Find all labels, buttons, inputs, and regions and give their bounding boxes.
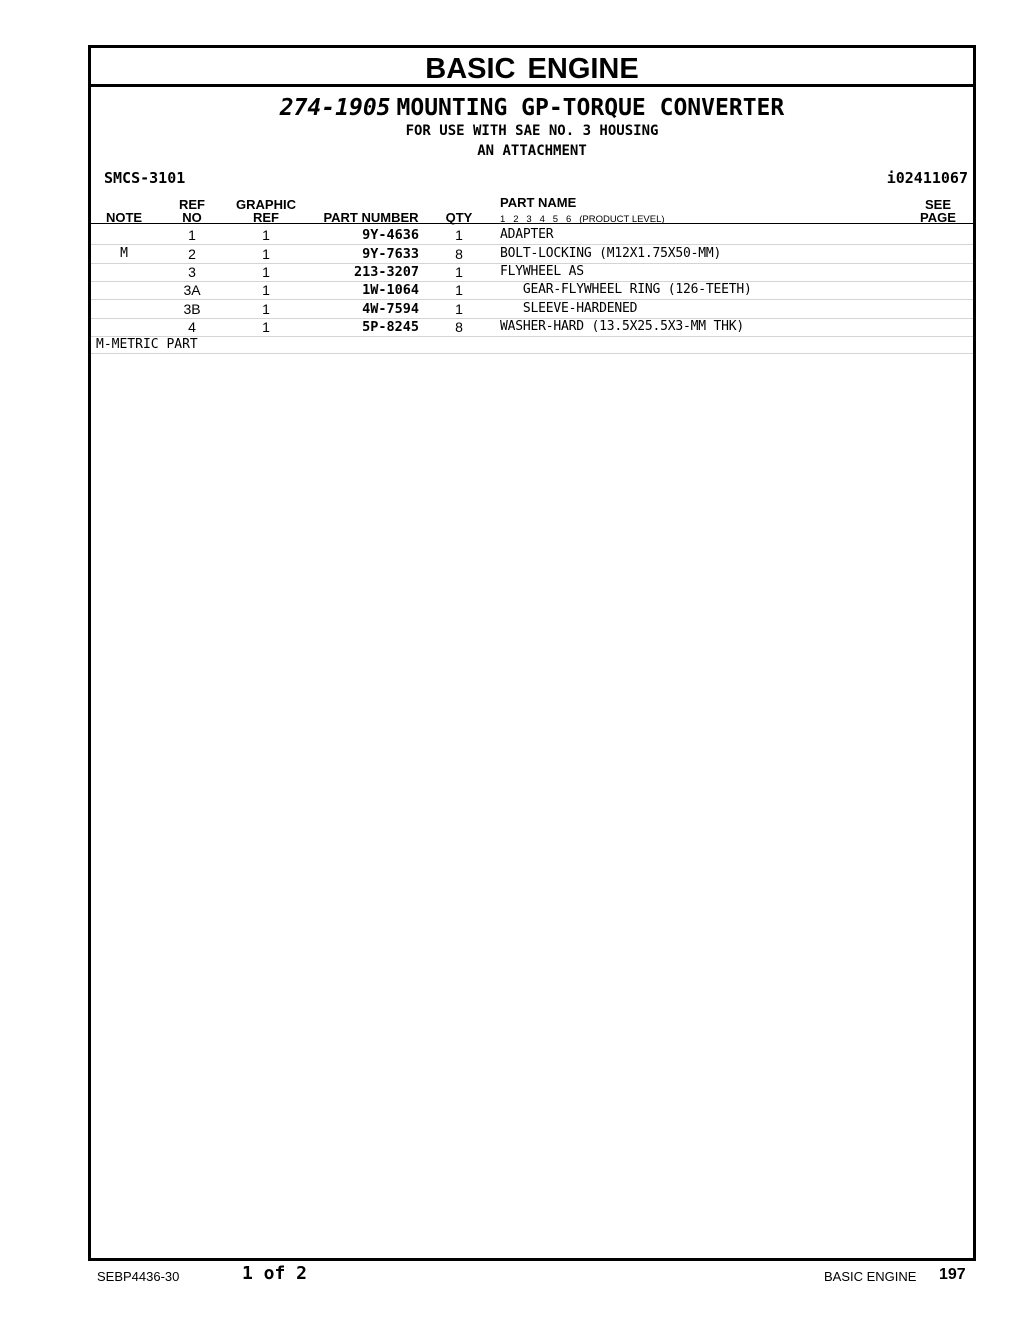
row-note: M [120,246,128,261]
row-part-name: WASHER-HARD (13.5X25.5X3-MM THK) [500,319,745,334]
row-part-number[interactable]: 1W-1064 [362,282,419,298]
row-ref: 3A [183,282,201,298]
row-graphic-ref: 1 [262,319,270,335]
footer-doc-number: SEBP4436-30 [97,1269,180,1284]
footer-section: BASIC ENGINE [824,1269,917,1284]
row-qty: 1 [455,227,463,243]
group-subtitle-1: FOR USE WITH SAE NO. 3 HOUSING [405,123,659,139]
row-qty: 1 [455,264,463,280]
smcs-code: SMCS-3101 [104,169,186,187]
row-qty: 8 [455,246,463,262]
table-row [91,318,973,337]
row-qty: 8 [455,319,463,335]
section-title: BASIC ENGINE [91,48,973,87]
header-see-bottom: PAGE [920,210,956,225]
row-part-number[interactable]: 9Y-4636 [362,227,419,243]
row-ref: 1 [188,227,196,243]
header-note: NOTE [105,210,143,225]
header-part-name: PART NAME [500,195,577,210]
footer-page-number: 197 [939,1266,966,1283]
group-name: MOUNTING GP-TORQUE CONVERTER [396,95,785,121]
header-part-number: PART NUMBER [323,210,419,225]
group-subtitle-2: AN ATTACHMENT [477,143,587,159]
row-graphic-ref: 1 [262,301,270,317]
row-graphic-ref: 1 [262,227,270,243]
footnote-rule [91,353,973,354]
header-rule [91,223,973,224]
row-ref: 3 [188,264,196,280]
table-row [91,245,973,264]
document-ident: i02411067 [886,169,968,187]
row-graphic-ref: 1 [262,246,270,262]
table-row [91,281,973,300]
group-title [91,93,973,123]
row-graphic-ref: 1 [262,282,270,298]
group-part-number[interactable]: 274-1905 [279,95,391,121]
row-part-name: ADAPTER [500,227,554,242]
table-row [91,226,973,245]
row-part-name: GEAR-FLYWHEEL RING (126-TEETH) [500,282,752,297]
row-qty: 1 [455,301,463,317]
header-ref-bottom: NO [182,210,202,225]
header-see-top: SEE [924,197,951,212]
row-ref: 2 [188,246,196,262]
row-ref: 3B [183,301,201,317]
table-row [91,300,973,319]
header-graphic-bottom: REF [253,210,279,225]
row-part-name: SLEEVE-HARDENED [500,301,638,316]
header-qty: QTY [445,210,473,225]
parts-page-frame [88,45,976,1261]
row-part-name: BOLT-LOCKING (M12X1.75X50-MM) [500,246,722,261]
header-ref-top: REF [179,197,205,212]
row-part-name: FLYWHEEL AS [500,264,584,279]
row-part-number[interactable]: 213-3207 [353,264,419,280]
row-part-number[interactable]: 5P-8245 [362,319,419,335]
header-graphic-top: GRAPHIC [236,197,296,212]
table-row [91,263,973,282]
row-graphic-ref: 1 [262,264,270,280]
footnote: M-METRIC PART [96,337,198,352]
row-part-number[interactable]: 9Y-7633 [362,246,419,262]
row-part-number[interactable]: 4W-7594 [362,301,419,317]
row-ref: 4 [188,319,196,335]
footer-page-of: 1 of 2 [242,1263,308,1284]
row-qty: 1 [455,282,463,298]
header-product-levels: 1 2 3 4 5 6 (PRODUCT LEVEL) [500,214,665,225]
